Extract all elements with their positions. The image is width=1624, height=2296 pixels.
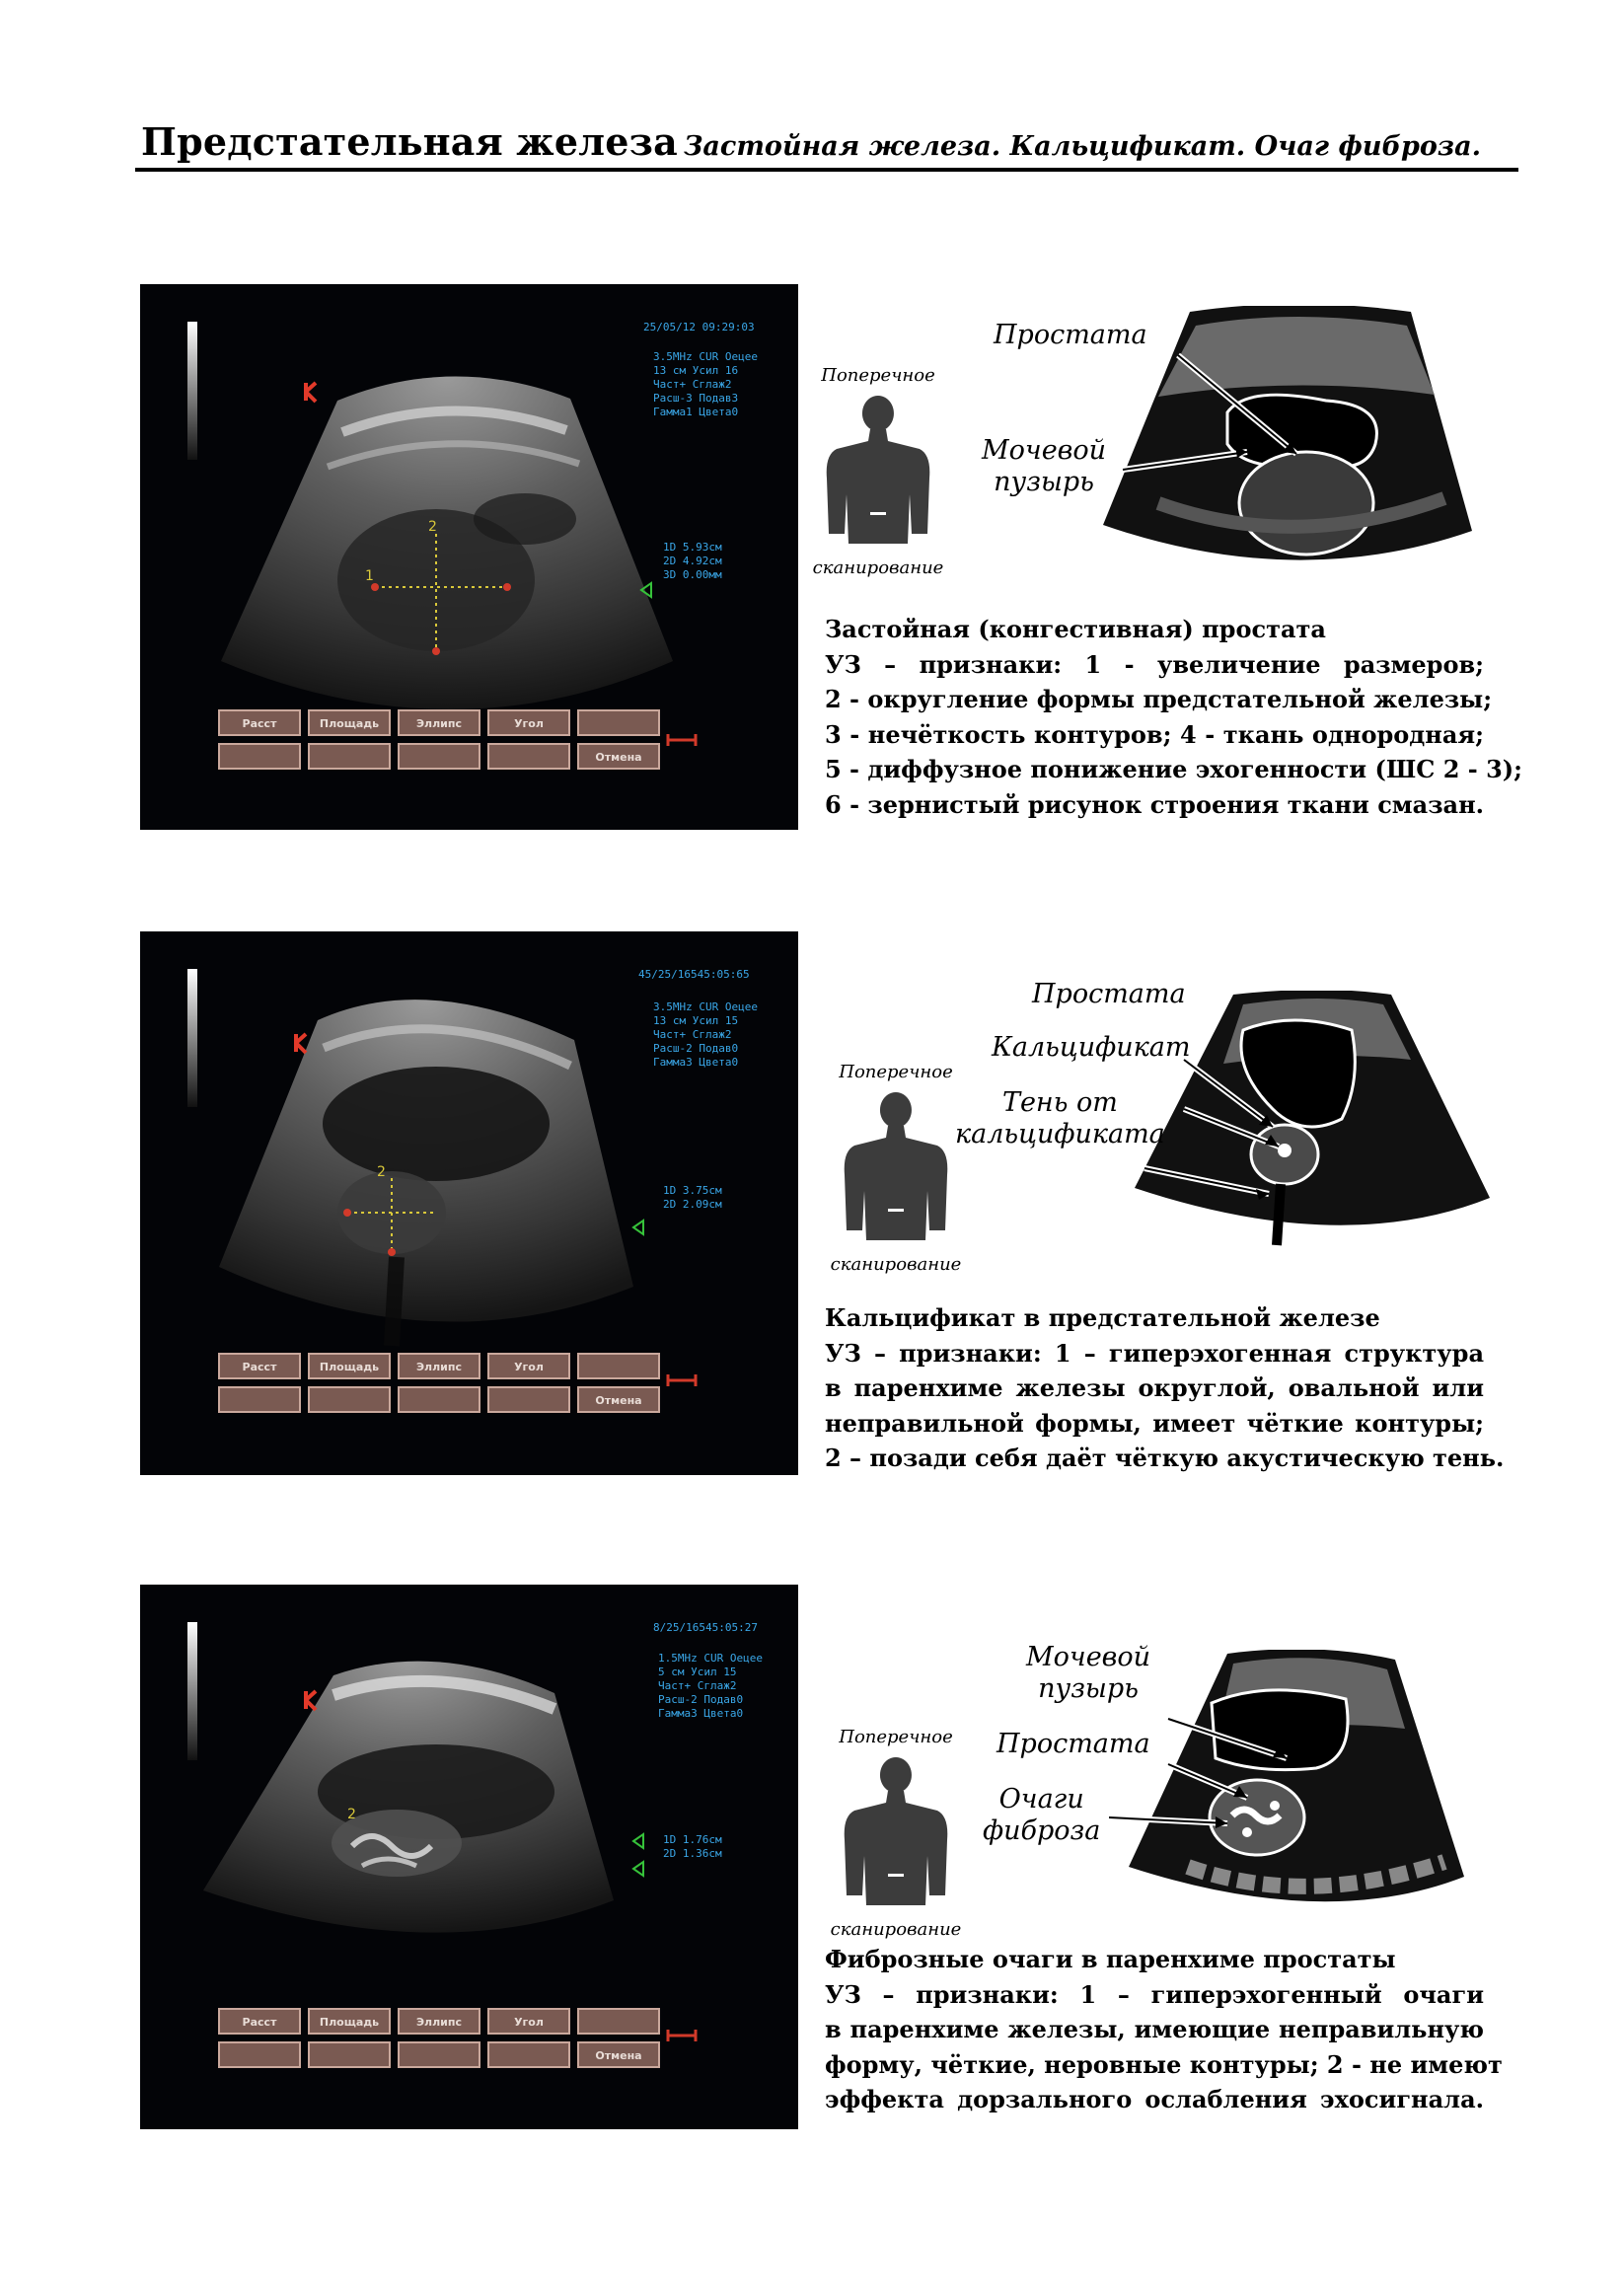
svg-text:Отмена: Отмена bbox=[595, 751, 642, 764]
desc-line: УЗ – признаки: 1 - увеличение размеров; bbox=[825, 649, 1484, 679]
svg-text:Расш-2 Подав0: Расш-2 Подав0 bbox=[653, 1042, 739, 1055]
desc-line: форму, чёткие, неровные контуры; 2 - не имеют bbox=[825, 2049, 1503, 2079]
body-orientation-3 bbox=[827, 1727, 965, 1940]
svg-text:Площадь: Площадь bbox=[319, 1361, 380, 1373]
svg-text:Площадь: Площадь bbox=[319, 717, 380, 730]
body-caption-bottom: сканирование bbox=[830, 1919, 962, 1940]
body-orientation-1 bbox=[809, 365, 947, 578]
desc-line: 5 - диффузное понижение эхогенности (ШС 2 - 3); bbox=[825, 755, 1522, 783]
desc-line: 2 – позади себя даёт чёткую акустическую тень. bbox=[825, 1444, 1505, 1472]
schematic-diagram-3 bbox=[1109, 1650, 1466, 1916]
svg-text:5 см Усил 15: 5 см Усил 15 bbox=[658, 1666, 737, 1678]
svg-text:2: 2 bbox=[428, 519, 437, 535]
svg-text:Угол: Угол bbox=[514, 2016, 544, 2029]
svg-text:13 см Усил 15: 13 см Усил 15 bbox=[653, 1014, 739, 1027]
svg-text:25/05/12 09:29:03: 25/05/12 09:29:03 bbox=[643, 321, 755, 333]
body-caption-top: Поперечное bbox=[821, 365, 935, 386]
svg-text:2: 2 bbox=[347, 1807, 356, 1822]
svg-text:1: 1 bbox=[365, 568, 374, 584]
torso-icon bbox=[809, 386, 947, 554]
label-calcification-2: Кальцификат bbox=[992, 1032, 1191, 1063]
ultrasound-image-2 bbox=[140, 931, 798, 1475]
svg-text:2D 4.92см: 2D 4.92см bbox=[663, 555, 722, 567]
desc-line: Фиброзные очаги в паренхиме простаты bbox=[825, 1945, 1396, 1973]
svg-text:Гамма3 Цвета0: Гамма3 Цвета0 bbox=[658, 1707, 744, 1720]
svg-text:45/25/16545:05:65: 45/25/16545:05:65 bbox=[638, 968, 750, 981]
svg-text:1D 5.93см: 1D 5.93см bbox=[663, 541, 722, 554]
desc-line: в паренхиме железы округлой, овальной или bbox=[825, 1373, 1484, 1402]
schematic-diagram-1 bbox=[1099, 306, 1474, 574]
svg-text:Угол: Угол bbox=[514, 1361, 544, 1373]
svg-text:13 см Усил 16: 13 см Усил 16 bbox=[653, 364, 739, 377]
svg-text:Част+ Сглаж2: Част+ Сглаж2 bbox=[658, 1679, 737, 1692]
svg-text:2: 2 bbox=[377, 1164, 386, 1180]
desc-line: 2 - округление формы предстательной железы; bbox=[825, 685, 1493, 713]
label-prostate-1: Простата bbox=[994, 320, 1147, 350]
svg-text:Отмена: Отмена bbox=[595, 2049, 642, 2062]
svg-text:Эллипс: Эллипс bbox=[415, 717, 463, 730]
body-orientation-2 bbox=[827, 1062, 965, 1275]
svg-text:Част+ Сглаж2: Част+ Сглаж2 bbox=[653, 1028, 732, 1041]
description-2 bbox=[825, 1300, 1505, 1476]
page-header bbox=[135, 118, 1518, 172]
body-caption-bottom: сканирование bbox=[830, 1254, 962, 1275]
desc-line: 3 - нечёткость контуров; 4 - ткань однородная; bbox=[825, 719, 1484, 749]
torso-icon bbox=[827, 1082, 965, 1250]
torso-icon bbox=[827, 1747, 965, 1915]
desc-line: УЗ – признаки: 1 – гиперэхогенный очаги bbox=[825, 1979, 1484, 2009]
desc-line: УЗ – признаки: 1 – гиперэхогенная структура bbox=[825, 1338, 1484, 1368]
svg-text:1D 1.76см: 1D 1.76см bbox=[663, 1833, 722, 1846]
description-1 bbox=[825, 612, 1522, 822]
svg-text:Расст: Расст bbox=[242, 717, 277, 730]
svg-text:Расш-3 Подав3: Расш-3 Подав3 bbox=[653, 392, 739, 405]
svg-text:Гамма1 Цвета0: Гамма1 Цвета0 bbox=[653, 406, 739, 418]
svg-text:2D 2.09см: 2D 2.09см bbox=[663, 1198, 722, 1211]
svg-text:Отмена: Отмена bbox=[595, 1394, 642, 1407]
desc-line: эффекта дорзального ослабления эхосигнала. bbox=[825, 2085, 1484, 2113]
label-fibrosis-3: Очаги фиброза bbox=[983, 1784, 1101, 1846]
svg-text:3.5MHz CUR Оецее: 3.5MHz CUR Оецее bbox=[653, 1000, 758, 1013]
desc-line: неправильной формы, имеет чёткие контуры; bbox=[825, 1408, 1484, 1438]
schematic-diagram-2 bbox=[1125, 991, 1492, 1247]
svg-text:Площадь: Площадь bbox=[319, 2016, 380, 2029]
label-bladder-1: Мочевой пузырь bbox=[982, 435, 1107, 497]
svg-text:Расст: Расст bbox=[242, 2016, 277, 2029]
svg-text:Эллипс: Эллипс bbox=[415, 1361, 463, 1373]
desc-line: Застойная (конгестивная) простата bbox=[825, 615, 1326, 643]
svg-text:Расш-2 Подав0: Расш-2 Подав0 bbox=[658, 1693, 744, 1706]
svg-text:Эллипс: Эллипс bbox=[415, 2016, 463, 2029]
svg-text:Част+ Сглаж2: Част+ Сглаж2 bbox=[653, 378, 732, 391]
ultrasound-image-3 bbox=[140, 1585, 798, 2129]
svg-text:8/25/16545:05:27: 8/25/16545:05:27 bbox=[653, 1621, 758, 1634]
page-title: Предстательная железа bbox=[141, 119, 678, 164]
svg-text:3.5MHz CUR Оецее: 3.5MHz CUR Оецее bbox=[653, 350, 758, 363]
svg-text:1D 3.75см: 1D 3.75см bbox=[663, 1184, 722, 1197]
svg-text:Расст: Расст bbox=[242, 1361, 277, 1373]
body-caption-top: Поперечное bbox=[839, 1062, 953, 1082]
svg-text:Угол: Угол bbox=[514, 717, 544, 730]
svg-text:3D 0.00мм: 3D 0.00мм bbox=[663, 568, 722, 581]
desc-line: в паренхиме железы, имеющие неправильную bbox=[825, 2015, 1484, 2043]
desc-line: Кальцификат в предстательной железе bbox=[825, 1303, 1380, 1332]
description-3 bbox=[825, 1942, 1503, 2117]
svg-text:Гамма3 Цвета0: Гамма3 Цвета0 bbox=[653, 1056, 739, 1069]
ultrasound-image-1 bbox=[140, 284, 798, 830]
label-bladder-3: Мочевой пузырь bbox=[1026, 1642, 1151, 1704]
svg-text:1.5MHz CUR Оецее: 1.5MHz CUR Оецее bbox=[658, 1652, 763, 1665]
body-caption-bottom: сканирование bbox=[812, 557, 944, 578]
label-shadow-2: Тень от кальцификата bbox=[955, 1087, 1165, 1149]
label-prostate-3: Простата bbox=[997, 1729, 1150, 1759]
desc-line: 6 - зернистый рисунок строения ткани смазан. bbox=[825, 789, 1484, 819]
svg-text:2D 1.36см: 2D 1.36см bbox=[663, 1847, 722, 1860]
label-prostate-2: Простата bbox=[1032, 979, 1186, 1009]
page-subtitle: Застойная железа. Кальцификат. Очаг фиброза. bbox=[683, 131, 1481, 162]
body-caption-top: Поперечное bbox=[839, 1727, 953, 1747]
